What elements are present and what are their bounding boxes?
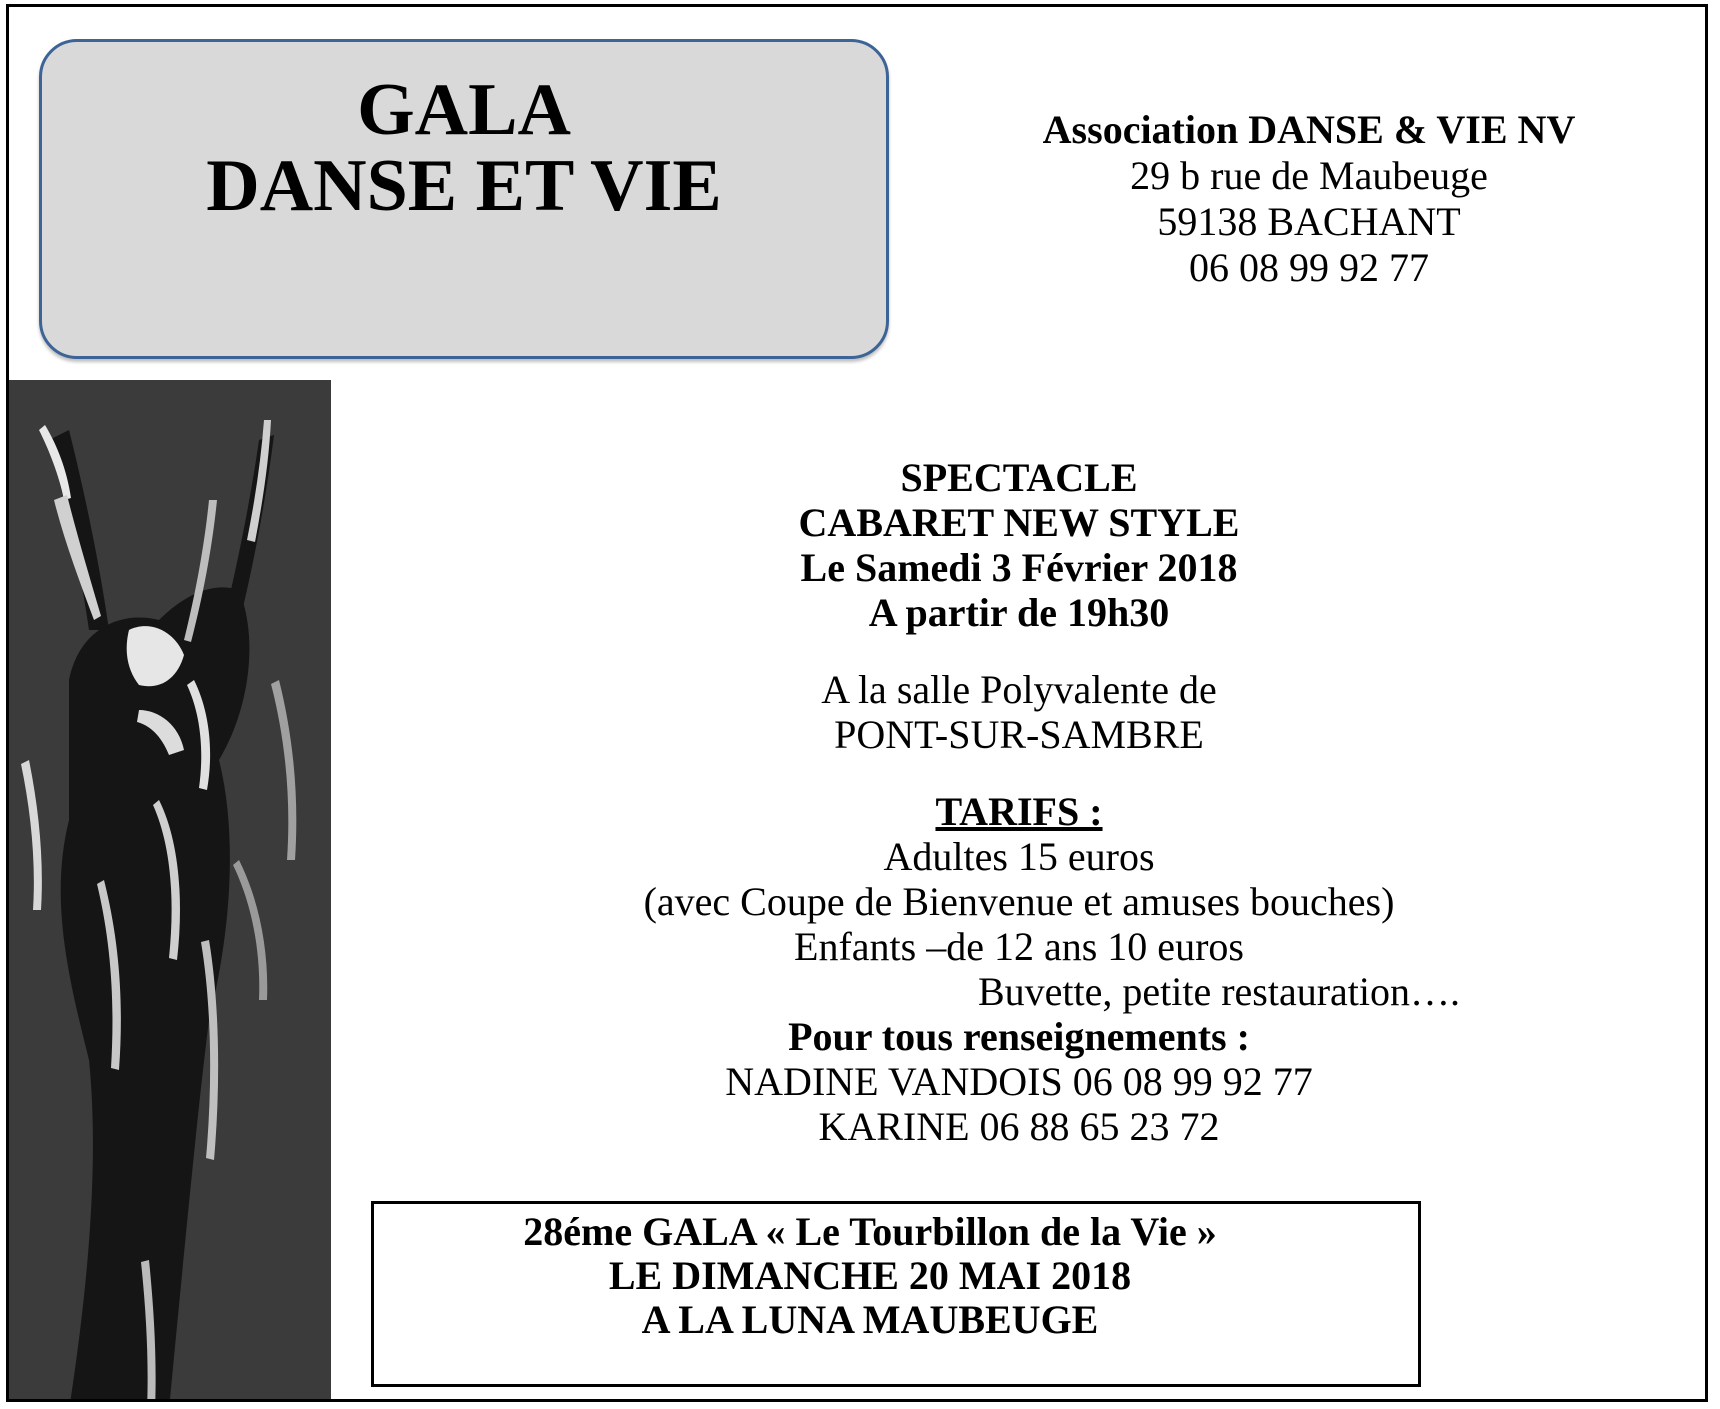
tarif-adults-note: (avec Coupe de Bienvenue et amuses bouches) — [643, 879, 1395, 924]
spacer — [569, 635, 1469, 667]
info-heading: Pour tous renseignements : — [788, 1014, 1250, 1059]
flyer-page — [6, 4, 1708, 1402]
program-venue-line1: A la salle Polyvalente de — [821, 667, 1217, 712]
program-venue-line2: PONT-SUR-SAMBRE — [834, 712, 1204, 757]
address-block — [969, 107, 1649, 291]
contact-nadine: NADINE VANDOIS 06 08 99 92 77 — [725, 1059, 1313, 1104]
program-time: A partir de 19h30 — [868, 590, 1170, 635]
address-street: 29 b rue de Maubeuge — [1130, 153, 1488, 198]
tarif-adults: Adultes 15 euros — [883, 834, 1155, 879]
gala-line-venue: A LA LUNA MAUBEUGE — [641, 1297, 1099, 1342]
buvette-note: Buvette, petite restauration…. — [977, 969, 1461, 1014]
program-details — [569, 455, 1469, 1149]
association-name: Association DANSE & VIE NV — [1042, 107, 1576, 152]
address-phone: 06 08 99 92 77 — [1189, 245, 1429, 290]
gala-line-title: 28éme GALA « Le Tourbillon de la Vie » — [523, 1209, 1217, 1254]
dancer-image — [9, 380, 331, 1402]
title-line-gala: GALA — [357, 69, 571, 151]
gala-announcement-box — [371, 1201, 1421, 1387]
spacer — [569, 757, 1469, 789]
tarif-children: Enfants –de 12 ans 10 euros — [794, 924, 1244, 969]
tarifs-heading: TARIFS : — [935, 789, 1103, 834]
gala-line-date: LE DIMANCHE 20 MAI 2018 — [608, 1253, 1132, 1298]
title-line-danse-et-vie: DANSE ET VIE — [206, 145, 722, 227]
program-show-name: CABARET NEW STYLE — [798, 500, 1240, 545]
title-box — [39, 39, 889, 359]
address-city: 59138 BACHANT — [1157, 199, 1461, 244]
dancer-silhouette-graphic — [9, 380, 331, 1402]
program-date: Le Samedi 3 Février 2018 — [800, 545, 1238, 590]
program-spectacle: SPECTACLE — [900, 455, 1138, 500]
contact-karine: KARINE 06 88 65 23 72 — [818, 1104, 1220, 1149]
